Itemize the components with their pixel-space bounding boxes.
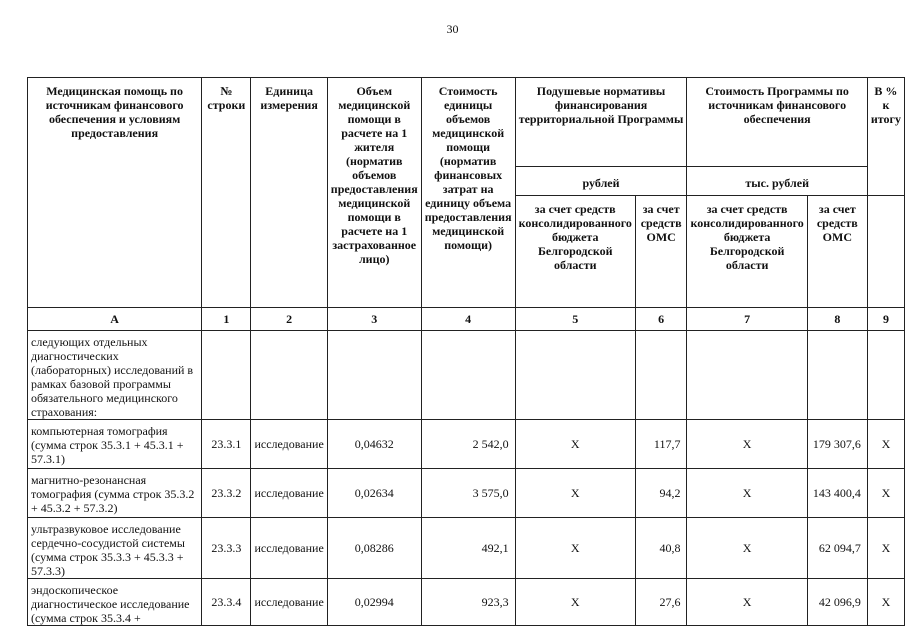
header-col-7: за счет средств консолидированного бюджета Белгородской области	[687, 196, 807, 308]
index-cell: 6	[635, 308, 687, 331]
row-cost: 2 542,0	[421, 420, 515, 469]
row-label: ультразвуковое исследование сердечно-сосудистой системы (сумма строк 35.3.3 + 45.3.3 + 57.3.3)	[28, 518, 202, 579]
index-cell: 9	[867, 308, 904, 331]
index-cell: 5	[515, 308, 635, 331]
row-c7: Х	[687, 469, 807, 518]
index-cell: 4	[421, 308, 515, 331]
column-index-row	[28, 308, 905, 331]
header-col-2: Единица измерения	[251, 78, 327, 308]
header-unit-7-8: тыс. рублей	[687, 167, 867, 196]
header-col-6: за счет средств ОМС	[635, 196, 687, 308]
row-c8	[807, 331, 867, 420]
row-unit	[251, 331, 327, 420]
header-col-5: за счет средств консолидированного бюджета Белгородской области	[515, 196, 635, 308]
row-c8: 62 094,7	[807, 518, 867, 579]
row-cost: 3 575,0	[421, 469, 515, 518]
header-group-7-8: Стоимость Программы по источникам финансового обеспечения	[687, 78, 867, 167]
header-group-5-6: Подушевые нормативы финансирования территориальной Программы	[515, 78, 687, 167]
row-c8: 143 400,4	[807, 469, 867, 518]
table-row	[28, 579, 905, 626]
row-line: 23.3.4	[202, 579, 251, 626]
row-line: 23.3.2	[202, 469, 251, 518]
header-col-9-empty	[867, 196, 904, 308]
row-c5: Х	[515, 579, 635, 626]
index-cell: 3	[327, 308, 421, 331]
header-col-8: за счет средств ОМС	[807, 196, 867, 308]
index-cell: 7	[687, 308, 807, 331]
row-c6: 27,6	[635, 579, 687, 626]
row-c7: Х	[687, 518, 807, 579]
row-c5	[515, 331, 635, 420]
row-unit: исследование	[251, 420, 327, 469]
row-label: следующих отдельных диагностических (лабораторных) исследований в рамках базовой программы обязательного медицинского страхования:	[28, 331, 202, 420]
row-volume	[327, 331, 421, 420]
table-row	[28, 518, 905, 579]
row-cost: 492,1	[421, 518, 515, 579]
header-col-9: В % к итогу	[867, 78, 904, 196]
row-volume: 0,08286	[327, 518, 421, 579]
row-c5: Х	[515, 420, 635, 469]
header-col-3: Объем медицинской помощи в расчете на 1 жителя (норматив объемов предоставления медицинской помощи в расчете на 1 застрахованное лицо)	[327, 78, 421, 308]
row-c5: Х	[515, 469, 635, 518]
index-cell: 8	[807, 308, 867, 331]
row-c9: Х	[867, 420, 904, 469]
row-volume: 0,02634	[327, 469, 421, 518]
row-volume: 0,04632	[327, 420, 421, 469]
row-label: эндоскопическое диагностическое исследование (сумма строк 35.3.4 +	[28, 579, 202, 626]
table-row	[28, 420, 905, 469]
row-c7	[687, 331, 807, 420]
row-c7: Х	[687, 420, 807, 469]
header-col-4: Стоимость единицы объемов медицинской помощи (норматив финансовых затрат на единицу объема предоставления медицинской помощи)	[421, 78, 515, 308]
row-c9: Х	[867, 518, 904, 579]
row-c7: Х	[687, 579, 807, 626]
header-col-a: Медицинская помощь по источникам финансового обеспечения и условиям предоставления	[28, 78, 202, 308]
row-label: компьютерная томография (сумма строк 35.3.1 + 45.3.1 + 57.3.1)	[28, 420, 202, 469]
row-cost	[421, 331, 515, 420]
row-c6: 117,7	[635, 420, 687, 469]
row-c8: 42 096,9	[807, 579, 867, 626]
row-line	[202, 331, 251, 420]
row-cost: 923,3	[421, 579, 515, 626]
row-c6: 94,2	[635, 469, 687, 518]
page-number: 30	[446, 22, 459, 36]
index-cell: 2	[251, 308, 327, 331]
row-c9: Х	[867, 579, 904, 626]
index-cell: 1	[202, 308, 251, 331]
row-line: 23.3.1	[202, 420, 251, 469]
row-unit: исследование	[251, 579, 327, 626]
row-unit: исследование	[251, 518, 327, 579]
row-c5: Х	[515, 518, 635, 579]
row-c9: Х	[867, 469, 904, 518]
financing-table	[27, 77, 905, 626]
header-unit-5-6: рублей	[515, 167, 687, 196]
table-row	[28, 469, 905, 518]
index-cell: А	[28, 308, 202, 331]
row-c9	[867, 331, 904, 420]
table-row	[28, 331, 905, 420]
row-c6: 40,8	[635, 518, 687, 579]
row-unit: исследование	[251, 469, 327, 518]
header-col-1: № строки	[202, 78, 251, 308]
row-volume: 0,02994	[327, 579, 421, 626]
row-label: магнитно-резонансная томография (сумма строк 35.3.2 + 45.3.2 + 57.3.2)	[28, 469, 202, 518]
row-c6	[635, 331, 687, 420]
row-c8: 179 307,6	[807, 420, 867, 469]
row-line: 23.3.3	[202, 518, 251, 579]
